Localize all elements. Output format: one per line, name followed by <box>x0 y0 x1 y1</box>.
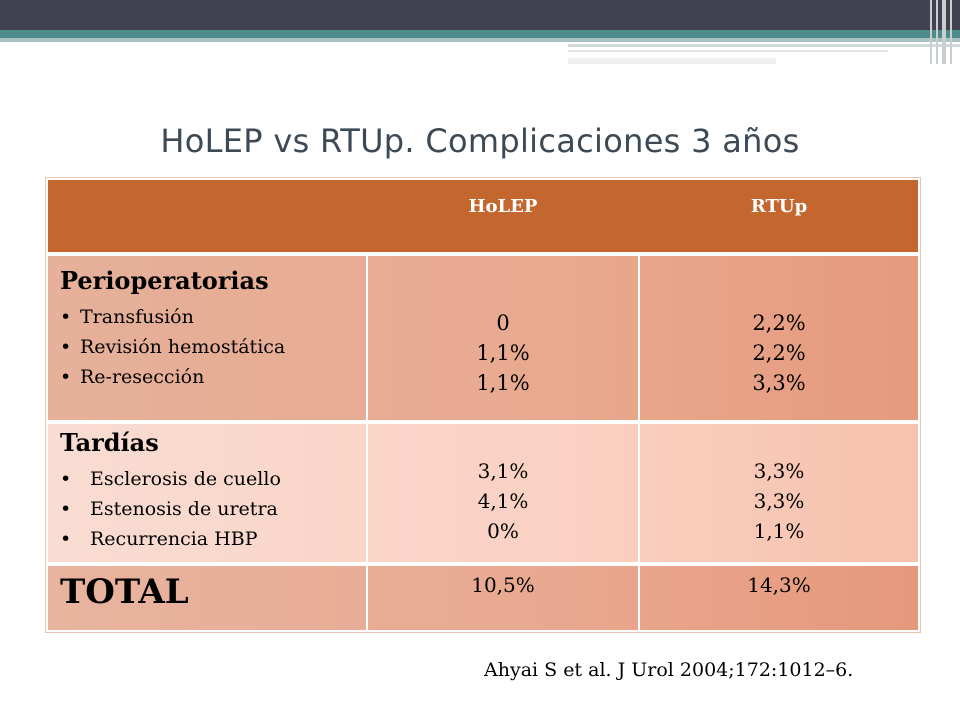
bullet-icon: • <box>60 468 72 490</box>
holep-total <box>368 570 638 600</box>
list-item: • Esclerosis de cuello <box>54 464 281 494</box>
top-teal-stripe <box>0 30 960 38</box>
list-item: • Recurrencia HBP <box>54 524 281 554</box>
cell-value: 3,3% <box>753 459 805 483</box>
complications-table <box>46 178 920 632</box>
bullet-icon: • <box>60 366 72 388</box>
column-header-holep: HoLEP <box>468 196 538 217</box>
cell-value: 10,5% <box>471 573 535 597</box>
column-header-rtup: RTUp <box>750 196 808 217</box>
list-item: • Re-resección <box>54 362 285 392</box>
cell-value: 1,1% <box>753 519 805 543</box>
cell-value: 3,1% <box>477 459 529 483</box>
row-item-list <box>54 464 281 554</box>
rtup-values <box>640 308 918 398</box>
bullet-icon: • <box>60 306 72 328</box>
decor-vertical-line <box>950 0 952 64</box>
row-item-list <box>54 302 285 392</box>
cell-value: 1,1% <box>476 341 530 365</box>
citation: Ahyai S et al. J Urol 2004;172:1012–6. <box>484 659 854 681</box>
rtup-total <box>640 570 918 600</box>
rtup-values <box>640 456 918 546</box>
bullet-icon: • <box>60 528 72 550</box>
decor-vertical-line <box>942 0 946 64</box>
decor-line <box>568 44 960 47</box>
cell-value: 4,1% <box>477 489 529 513</box>
cell-value: 0 <box>496 311 510 335</box>
decor-line <box>568 50 888 52</box>
row-category: Tardías <box>60 428 159 457</box>
list-item: • Revisión hemostática <box>54 332 285 362</box>
decor-vertical-line <box>930 0 932 64</box>
holep-values <box>368 308 638 398</box>
table-row <box>48 424 918 564</box>
cell-value: 2,2% <box>752 311 806 335</box>
holep-values <box>368 456 638 546</box>
table-row-total <box>48 566 918 630</box>
cell-value: 3,3% <box>752 371 806 395</box>
bullet-icon: • <box>60 336 72 358</box>
list-item: • Transfusión <box>54 302 285 332</box>
cell-value: 14,3% <box>747 573 811 597</box>
bullet-icon: • <box>60 498 72 520</box>
table-header-row <box>48 180 918 254</box>
list-item: • Estenosis de uretra <box>54 494 281 524</box>
top-light-stripe <box>0 38 960 42</box>
slide-title: HoLEP vs RTUp. Complicaciones 3 años <box>160 122 800 160</box>
decor-vertical-line <box>936 0 938 64</box>
top-banner <box>0 0 960 30</box>
cell-value: 0% <box>487 519 519 543</box>
decor-line <box>568 58 776 64</box>
column-divider <box>366 256 368 630</box>
row-category: Perioperatorias <box>60 266 269 295</box>
cell-value: 1,1% <box>476 371 530 395</box>
cell-value: 3,3% <box>753 489 805 513</box>
cell-value: 2,2% <box>752 341 806 365</box>
table-row <box>48 256 918 422</box>
row-category: TOTAL <box>60 572 189 612</box>
column-divider <box>638 256 640 630</box>
